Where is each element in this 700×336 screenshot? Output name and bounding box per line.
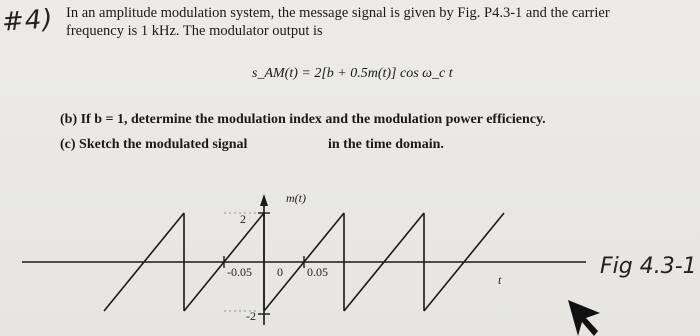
part-b-question: (b) If b = 1, determine the modulation index and the modulation power efficiency. <box>60 112 546 127</box>
modulator-equation: s_AM(t) = 2[b + 0.5m(t)] cos ω_c t <box>252 66 453 81</box>
tick-label-x-pos: 0.05 <box>307 265 328 279</box>
y-axis-label: m(t) <box>286 191 306 205</box>
handwritten-figure-label: Fig 4.3-1 <box>600 254 697 279</box>
tick-label-x-neg: -0.05 <box>227 265 252 279</box>
tick-label-x-zero: 0 <box>277 265 283 279</box>
part-c-question: (c) Sketch the modulated signal <box>60 137 248 152</box>
cursor-arrow-icon <box>568 300 600 336</box>
tick-label-y-bottom: -2 <box>246 309 256 323</box>
problem-line-1: In an amplitude modulation system, the message signal is given by Fig. P4.3-1 and the carrier <box>66 5 610 21</box>
tick-label-y-top: 2 <box>240 212 246 226</box>
x-axis-label: t <box>498 273 502 287</box>
problem-line-2: frequency is 1 kHz. The modulator output is <box>66 23 323 39</box>
part-c-question-tail: in the time domain. <box>328 137 444 152</box>
handwritten-problem-number: #4) <box>1 4 55 38</box>
